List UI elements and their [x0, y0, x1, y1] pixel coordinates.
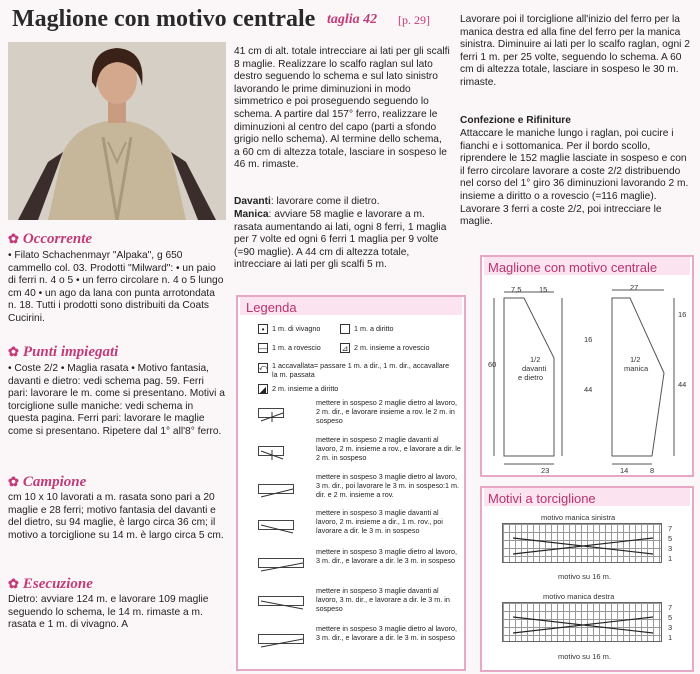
legend-cable-5: mettere in sospeso 3 maglie dietro al lavoro, 3 m. dir., e lavorare a dir. le 3 m. in sospeso — [316, 547, 458, 565]
k2tog-symbol: ◢ — [259, 384, 267, 394]
cable-symbol-5 — [258, 558, 304, 568]
legend-cable-7: mettere in sospeso 3 maglie dietro al lavoro, 3 m. dir., e lavorare a dir. le 3 m. in sospeso — [316, 624, 458, 642]
sleeve-label: manica — [624, 364, 649, 373]
measure-44-sleeve: 44 — [678, 380, 687, 389]
selvage-symbol: • — [258, 324, 268, 334]
cable-symbol-2 — [258, 446, 284, 456]
measure-60: 60 — [488, 360, 497, 369]
punti-heading: ✿ Punti impiegati — [8, 344, 119, 360]
su16-label-a: motivo su 16 m. — [558, 572, 611, 581]
row-3-top: 3 — [668, 544, 673, 553]
schema-drawing — [484, 278, 690, 474]
body-label-half: 1/2 — [530, 355, 541, 364]
su16-label-b: motivo su 16 m. — [558, 652, 611, 661]
campione-heading: ✿ Campione — [8, 474, 87, 490]
confezione-text: Attaccare le maniche lungo i raglan, poi cucire i fianchi e i sottomanica. Per il bordo scollo, riprendere le 152 maglie lasciate in sospeso e con il ferro circolare lavorare a coste 2/2 distribuendo nel corso del 1° giro 36 diminuzioni lavorando 2 m. insieme a diritto o a rovescio (=116 maglie). Lavorare 3 ferri a coste 2/2, poi intrecciare le maglie. — [460, 128, 689, 228]
model-photo — [8, 42, 226, 220]
chart-destra — [502, 602, 662, 642]
col3-text: Lavorare poi il torciglione all'inizio del ferro per la manica destra ed alla fine del ferro per la manica sinistra. Diminuire ai lati per lo scalfo raglan, ogni 2 ferri 1 m. per 25 volte, seguendo lo schema. A 60 cm di altezza totale, lasciare in sospeso le 30 m. rimaste. — [460, 14, 690, 88]
row-3-bottom: 3 — [668, 623, 673, 632]
occorrente-text: • Filato Schachenmayr "Alpaka", g 650 cammello col. 03. Prodotti "Milward": • un paio di ferri n. 4 o 5 • un ferro circolare n. 4 o 5 lungo cm 40 • un ago da lana con punta arrotondata n. 18. Tutti i prodotti sono distribuiti da Coats Cucirini. — [8, 250, 224, 324]
measure-15: 15 — [539, 285, 548, 294]
cable-symbol-6 — [258, 596, 304, 606]
legend-cable-2: mettere in sospeso 2 maglie davanti al lavoro, 2 m. insieme a rov., e lavorare a dir. le 2 m. in sospeso — [316, 435, 461, 462]
destra-label: motivo manica destra — [543, 592, 615, 601]
legend-p2tog: 2 m. insieme a rovescio — [354, 343, 430, 352]
purl-symbol: — — [259, 343, 267, 353]
row-7-top: 7 — [668, 524, 673, 533]
sinistra-label: motivo manica sinistra — [541, 513, 616, 522]
legend-cable-4: mettere in sospeso 3 maglie davanti al lavoro, 2 m. insieme a dir., 1 m. rov., poi lavorare a dir. le 3 m. in sospeso — [316, 508, 443, 535]
legend-skpo: 1 accavallata= passare 1 m. a dir., 1 m. dir., accavallare la m. passata — [272, 361, 450, 379]
cable-symbol-1 — [258, 408, 284, 418]
row-5-top: 5 — [668, 534, 673, 543]
cable-symbol-7 — [258, 634, 304, 644]
esecuzione-text: Dietro: avviare 124 m. e lavorare 109 maglie seguendo lo schema, le 14 m. rimaste a m. rasata e 1 m. di vivagno. A — [8, 594, 209, 631]
measure-23: 23 — [541, 466, 550, 475]
size-label: taglia 42 — [327, 12, 378, 27]
legend-k2tog: 2 m. insieme a diritto — [272, 384, 339, 393]
manica-paragraph: Manica: avviare 58 maglie e lavorare a m. rasata aumentando ai lati, ogni 8 ferri, 1 maglia per 7 volte ed ogni 6 ferri 1 maglia per 9 volte (=90 maglie). A 44 cm di altezza totale, intrecciare ai lati per gli scalfi 5 m. — [234, 209, 447, 271]
body-label-front: davanti — [522, 364, 547, 373]
p2tog-symbol: ⊿ — [341, 343, 349, 353]
col2-text: 41 cm di alt. totale intrecciare ai lati per gli scalfi 8 maglie. Realizzare lo scalfo raglan sul lato destro seguendo lo schema e sul lato sinistro lavorando le prime diminuzioni in modo simmetrico e poi proseguendo seguendo lo schema. A partire dal 157° ferro, realizzare le diminuzioni al centro del capo (parti a sfondo grigio nello schema). Al termine dello schema, a 60 cm di altezza totale, lasciare in sospeso le 46 m. rimaste. — [234, 46, 450, 171]
confezione-heading: Confezione e Rifiniture — [460, 115, 571, 126]
measure-27: 27 — [630, 283, 639, 292]
measure-14: 14 — [620, 466, 629, 475]
row-7-bottom: 7 — [668, 603, 673, 612]
legend-cable-3: mettere in sospeso 3 maglie dietro al lavoro, 3 m. dir., poi lavorare le 3 m. in sospeso:1 m. dir. e 2 m. insieme a rov. — [316, 472, 460, 499]
punti-text: • Coste 2/2 • Maglia rasata • Motivo fantasia, davanti e dietro: vedi schema pag. 59. Ferri pari: lavorare le m. come si presentano. Motivi a torciglione sulle maniche: vedi schema in questa pagina. Ferri pari: lavorare le maglie come si presentano. Ripetere dal 1° all'8° ferro. — [8, 363, 225, 437]
legend-selvage: 1 m. di vivagno — [272, 324, 321, 333]
row-5-bottom: 5 — [668, 613, 673, 622]
page-title: Maglione con motivo centrale — [12, 6, 316, 32]
measure-8: 8 — [650, 466, 655, 475]
cable-symbol-3 — [258, 484, 294, 494]
legend-purl: 1 m. a rovescio — [272, 343, 321, 352]
cable-symbol-4 — [258, 520, 294, 530]
measure-16-body: 16 — [584, 335, 593, 344]
schema-title: Maglione con motivo centrale — [488, 260, 658, 275]
campione-text: cm 10 x 10 lavorati a m. rasata sono pari a 20 maglie e 28 ferri; motivo fantasia del davanti e del dietro, su 94 maglie, è largo circa 36 cm; il motivo a torciglione su 14 m. è largo circa 5 cm. — [8, 492, 224, 541]
skpo-symbol: ⤺ — [258, 363, 268, 372]
row-1-top: 1 — [668, 554, 673, 563]
motivi-title: Motivi a torciglione — [488, 491, 596, 506]
legend-cable-6: mettere in sospeso 3 maglie davanti al lavoro, 3 m. dir., e lavorare a dir. le 3 m. in sospeso — [316, 586, 450, 613]
sleeve-label-half: 1/2 — [630, 355, 641, 364]
legend-knit: 1 m. a diritto — [354, 324, 394, 333]
esecuzione-heading: ✿ Esecuzione — [8, 576, 93, 592]
measure-44-body: 44 — [584, 385, 593, 394]
knit-symbol — [340, 324, 350, 334]
measure-7-5: 7,5 — [511, 285, 522, 294]
row-1-bottom: 1 — [668, 633, 673, 642]
legend-cable-1: mettere in sospeso 2 maglie dietro al lavoro, 2 m. dir., e lavorare insieme a rov. le 2 m. in sospeso — [316, 398, 458, 425]
davanti-paragraph: Davanti: lavorare come il dietro. — [234, 196, 380, 207]
body-label-back: e dietro — [518, 373, 544, 382]
legend-title: Legenda — [246, 300, 297, 315]
occorrente-heading: ✿ Occorrente — [8, 231, 93, 247]
chart-sinistra — [502, 523, 662, 563]
page-reference: [p. 29] — [398, 13, 430, 27]
measure-16-sleeve: 16 — [678, 310, 687, 319]
